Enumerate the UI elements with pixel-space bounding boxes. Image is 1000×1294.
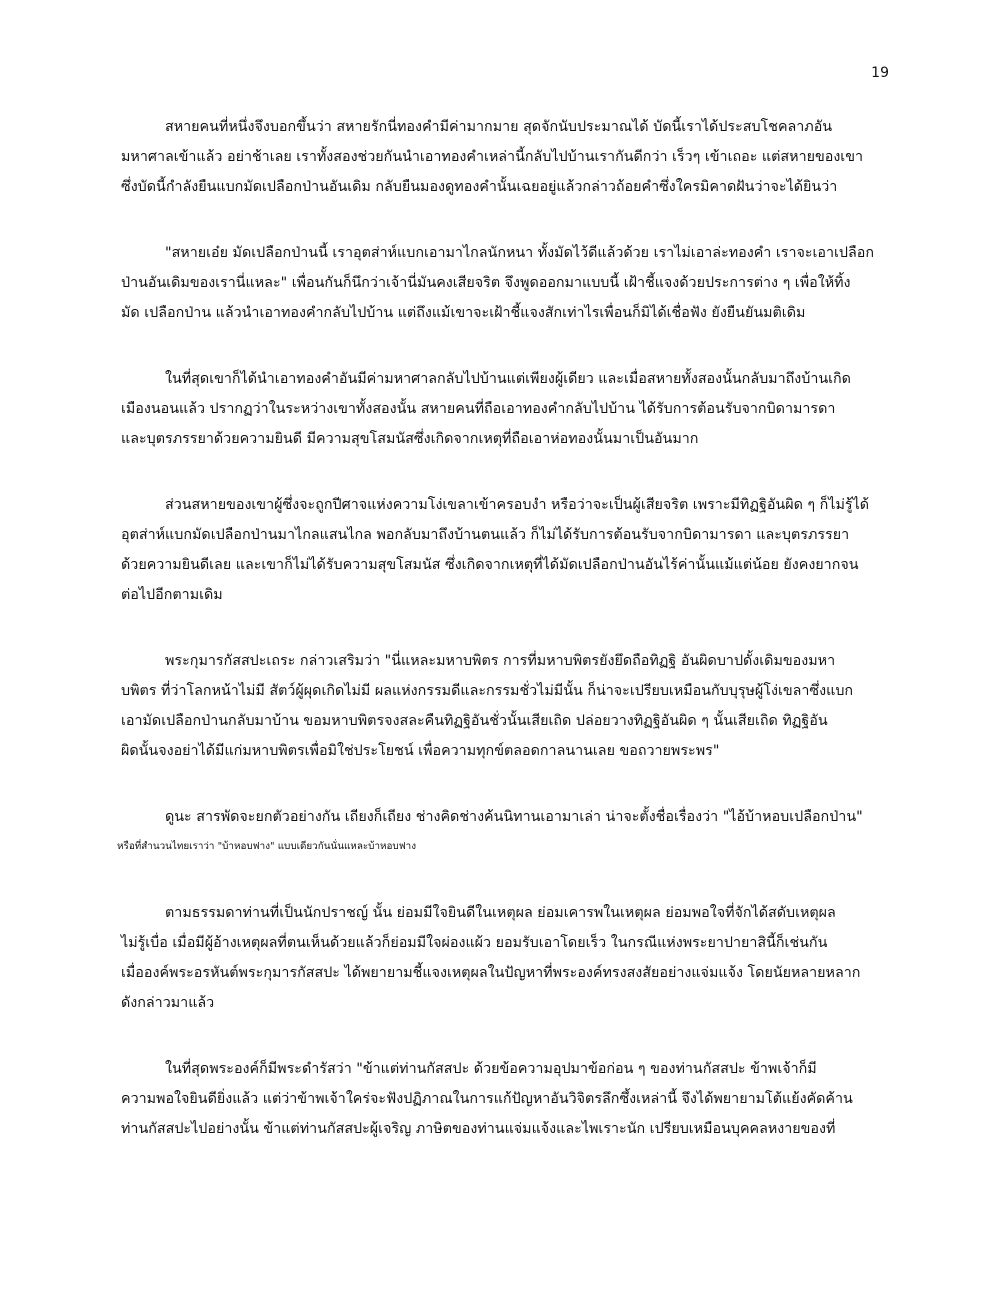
- paragraph-line: ในที่สุดพระองค์ก็มีพระดำรัสว่า "ข้าแต่ท่านกัสสปะ ด้วยข้อความอุปมาข้อก่อน ๆ ของท่านกัสสปะ ข้าพเจ้าก็มี: [165, 1061, 817, 1077]
- paragraph-line: ผิดนั้นจงอย่าได้มีแก่มหาบพิตรเพื่อมิใช่ประโยชน์ เพื่อความทุกข์ตลอดกาลนานเลย ขอถวายพระพร": [121, 743, 720, 759]
- paragraph-2: [121, 238, 895, 328]
- paragraph-line: และบุตรภรรยาด้วยความยินดี มีความสุขโสมนัสซึ่งเกิดจากเหตุที่ถือเอาห่อทองนั้นมาเป็นอันมาก: [121, 431, 699, 447]
- paragraph-line: บพิตร ที่ว่าโลกหน้าไม่มี สัตว์ผู้ผุดเกิดไม่มี ผลแห่งกรรมดีและกรรมชั่วไม่มีนั้น ก็น่าจะเปรียบเหมือนกับบุรุษผู้โง่เขลาซึ่งแบก: [121, 683, 854, 699]
- paragraph-line: มัด เปลือกป่าน แล้วนำเอาทองคำกลับไปบ้าน แต่ถึงแม้เขาจะเฝ้าชี้แจงสักเท่าไรเพื่อนก็มิได้เชื่อฟัง ยังยืนยันมติเดิม: [121, 305, 806, 321]
- paragraph-line: ซึ่งบัดนี้กำลังยืนแบกมัดเปลือกป่านอันเดิม กลับยืนมองดูทองคำนั้นเฉยอยู่แล้วกล่าวถ้อยคำซึ่งใครมิคาดฝันว่าจะได้ยินว่า: [121, 179, 838, 195]
- paragraph-line: เมื่อองค์พระอรหันต์พระกุมารกัสสปะ ได้พยายามชี้แจงเหตุผลในปัญหาที่พระองค์ทรงสงสัยอย่างแจ่มแจ้ง โดยนัยหลายหลาก: [121, 965, 861, 981]
- paragraph-line: ในที่สุดเขาก็ได้นำเอาทองคำอันมีค่ามหาศาลกลับไปบ้านแต่เพียงผู้เดียว และเมื่อสหายทั้งสองนั้นกลับมาถึงบ้านเกิด: [165, 371, 851, 387]
- paragraph-line: ดูนะ สารพัดจะยกตัวอย่างกัน เถียงก็เถียง ช่างคิดช่างค้นนิทานเอามาเล่า น่าจะตั้งชื่อเรื่องว่า "ไอ้บ้าหอบเปลือกป่าน": [165, 809, 863, 825]
- paragraph-line: ป่านอันเดิมของเรานี่แหละ" เพื่อนกันก็นึกว่าเจ้านี่มันคงเสียจริต จึงพูดออกมาแบบนี้ เฝ้าชี้แจงด้วยประการต่าง ๆ เพื่อให้ทิ้ง: [121, 275, 851, 291]
- paragraph-line: อุตส่าห์แบกมัดเปลือกป่านมาไกลแสนไกล พอกลับมาถึงบ้านตนแล้ว ก็ไม่ได้รับการต้อนรับจากบิดามารดา และบุตรภรรยา: [121, 527, 850, 543]
- paragraph-line: พระกุมารกัสสปะเถระ กล่าวเสริมว่า "นี่แหละมหาบพิตร การที่มหาบพิตรยังยึดถือทิฏฐิ อันผิดบาปดั้งเดิมของมหา: [165, 653, 836, 669]
- paragraph-3: [121, 364, 895, 454]
- paragraph-6: [117, 802, 895, 862]
- paragraph-line: ต่อไปอีกตามเดิม: [121, 587, 223, 603]
- paragraph-line: ไม่รู้เบื่อ เมื่อมีผู้อ้างเหตุผลที่ตนเห็นด้วยแล้วก็ย่อมมีใจผ่องแผ้ว ยอมรับเอาโดยเร็ว ในกรณีแห่งพระยาปายาสินี้ก็เช่นกัน: [121, 935, 828, 951]
- paragraph-7: [121, 898, 895, 1018]
- paragraph-line: ความพอใจยินดียิ่งแล้ว แต่ว่าข้าพเจ้าใคร่จะฟังปฏิภาณในการแก้ปัญหาอันวิจิตรลึกซึ้งเหล่านี้ จึงได้พยายามโต้แย้งคัดค้าน: [121, 1091, 853, 1107]
- paragraph-1: [121, 112, 895, 202]
- paragraph-line: สหายคนที่หนึ่งจึงบอกขึ้นว่า สหายรักนี่ทองคำมีค่ามากมาย สุดจักนับประมาณได้ บัดนี้เราได้ประสบโชคลาภอัน: [165, 119, 833, 135]
- paragraph-line: ส่วนสหายของเขาผู้ซึ่งจะถูกปีศาจแห่งความโง่เขลาเข้าครอบงำ หรือว่าจะเป็นผู้เสียจริต เพราะมีทิฏฐิอันผิด ๆ ก็ไม่รู้ได้: [165, 497, 870, 513]
- paragraph-line: ดังกล่าวมาแล้ว: [121, 995, 215, 1011]
- paragraph-line: ด้วยความยินดีเลย และเขาก็ไม่ได้รับความสุขโสมนัส ซึ่งเกิดจากเหตุที่ได้มัดเปลือกป่านอันไร้ค่านั้นแม้แต่น้อย ยังคงยากจน: [121, 557, 859, 573]
- paragraph-line: ท่านกัสสปะไปอย่างนั้น ข้าแต่ท่านกัสสปะผู้เจริญ ภาษิตของท่านแจ่มแจ้งและไพเราะนัก เปรียบเหมือนบุคคลหงายของที่: [121, 1121, 836, 1137]
- paragraph-line: เอามัดเปลือกป่านกลับมาบ้าน ขอมหาบพิตรจงสละคืนทิฏฐิอันชั่วนั้นเสียเถิด ปล่อยวางทิฏฐิอันผิด ๆ นั้นเสียเถิด ทิฏฐิอัน: [121, 713, 828, 729]
- paragraph-4: [121, 490, 895, 610]
- page-body: [117, 112, 895, 1180]
- paragraph-line: มหาศาลเข้าแล้ว อย่าช้าเลย เราทั้งสองช่วยกันนำเอาทองคำเหล่านี้กลับไปบ้านเรากันดีกว่า เร็วๆ เข้าเถอะ แต่สหายของเขา: [121, 149, 863, 165]
- paragraph-line: "สหายเอ๋ย มัดเปลือกป่านนี้ เราอุตส่าห์แบกเอามาไกลนักหนา ทั้งมัดไว้ดีแล้วด้วย เราไม่เอาล่ะทองคำ เราจะเอาเปลือก: [165, 245, 874, 261]
- paragraph-line: เมืองนอนแล้ว ปรากฏว่าในระหว่างเขาทั้งสองนั้น สหายคนที่ถือเอาทองคำกลับไปบ้าน ได้รับการต้อนรับจากบิดามารดา: [121, 401, 836, 417]
- paragraph-line: ตามธรรมดาท่านที่เป็นนักปราชญ์ นั้น ย่อมมีใจยินดีในเหตุผล ย่อมเคารพในเหตุผล ย่อมพอใจที่จักได้สดับเหตุผล: [165, 905, 836, 921]
- paragraph-5: [121, 646, 895, 766]
- paragraph-line: หรือที่สำนวนไทยเราว่า "บ้าหอบฟาง" แบบเดียวกันนั่นแหละบ้าหอบฟาง: [117, 841, 417, 852]
- paragraph-8: [121, 1054, 895, 1144]
- page-number: 19: [871, 65, 889, 81]
